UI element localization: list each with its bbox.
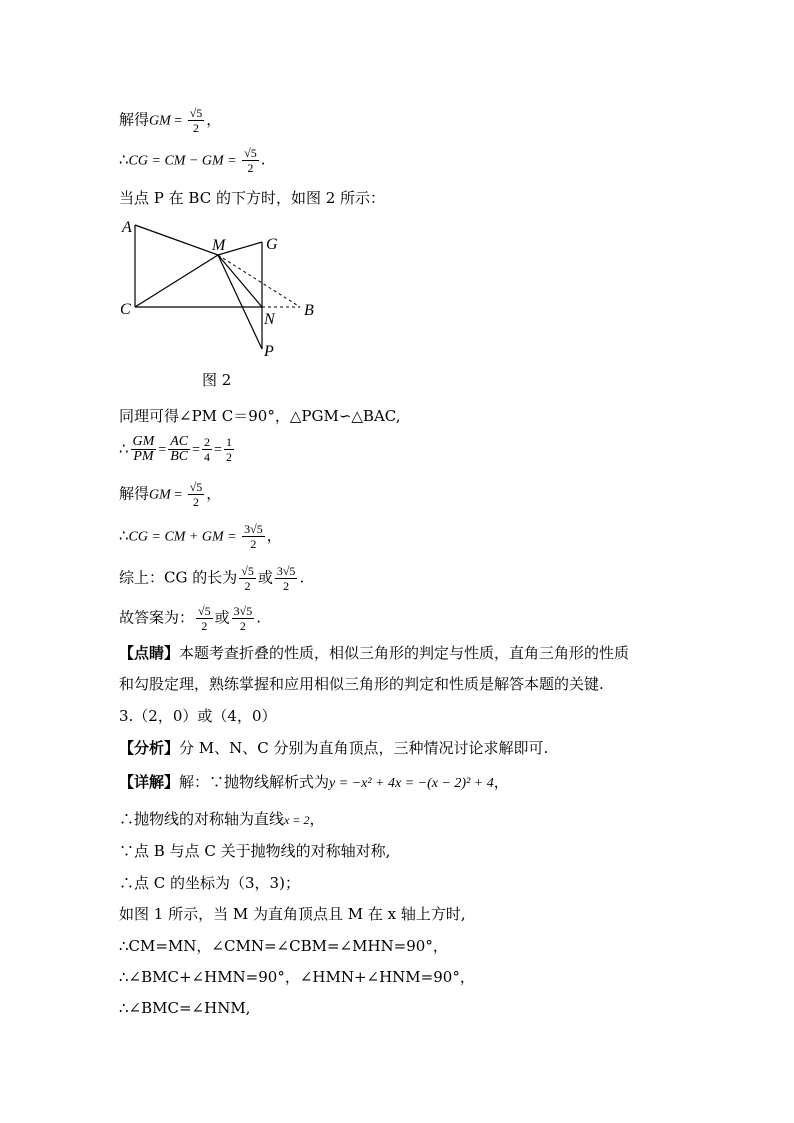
fraction-1-2 — [224, 435, 234, 464]
text: 故答案为： — [119, 608, 195, 627]
math-expr: CG = CM + GM = — [128, 529, 241, 545]
punct: . — [256, 608, 261, 627]
label-c: C — [120, 301, 131, 318]
fraction-ac-bc — [168, 435, 190, 464]
denominator: 2 — [225, 450, 232, 464]
text: 分 M、N、C 分别为直角顶点，三种情况讨论求解即可. — [179, 739, 549, 757]
line-coord-c: ∴点 C 的坐标为（3，3)； — [119, 874, 300, 892]
therefore: ∴ — [119, 526, 129, 545]
tag-comment: 【点睛】 — [119, 644, 180, 662]
therefore: ∴ — [119, 439, 129, 458]
segment-cm — [135, 255, 218, 307]
line-detail — [119, 771, 509, 795]
text: 或 — [214, 608, 230, 627]
fraction-2-4 — [202, 435, 212, 464]
punct: . — [260, 150, 266, 169]
denominator: 2 — [193, 495, 199, 509]
fraction — [188, 106, 205, 135]
label-a: A — [122, 219, 132, 236]
math-gm: GM — [149, 113, 171, 129]
numerator: √5 — [189, 480, 203, 494]
line-ratio: ∴ $\frac{GM}{PM}$ = $\frac{AC}{BC}$ = $\frac{2}{4}$ = $\frac{1}{2}$ — [119, 434, 232, 464]
line-answer — [119, 604, 261, 633]
punct: ， — [206, 110, 222, 129]
line-angle-eq: ∴∠BMC=∠HNM, — [119, 999, 251, 1017]
numerator: AC — [170, 434, 189, 449]
text: 解得 — [119, 484, 150, 503]
line-axis — [119, 808, 324, 831]
punct: . — [299, 568, 305, 587]
line-comment-2: 和勾股定理，熟练掌握和应用相似三角形的判定和性质是解答本题的关键. — [119, 675, 604, 693]
line-comment-1 — [119, 642, 629, 664]
text: 或 — [257, 568, 273, 587]
label-m: M — [212, 237, 226, 254]
math-axis: x = 2 — [284, 813, 310, 827]
therefore: ∴ — [119, 150, 129, 169]
math-parabola: y = −x² + 4x = −(x − 2)² + 4 — [329, 776, 494, 791]
line-cm-mn: ∴CM=MN，∠CMN=∠CBM=∠MHN=90°， — [119, 937, 448, 955]
text: ∴抛物线的对称轴为直线 — [119, 810, 285, 828]
line-summary — [119, 564, 304, 593]
line-solve-gm-2: 解得GM = $\frac{√5}{2}$ ， — [119, 480, 222, 509]
denominator: 2 — [247, 161, 254, 175]
label-n: N — [264, 311, 275, 328]
tag-analysis: 【分析】 — [119, 739, 180, 757]
fraction — [232, 604, 255, 633]
fraction — [242, 146, 259, 175]
line-similar: 同理可得∠PM C＝90°，△PGM∽△BAC, — [119, 407, 401, 425]
math-gm: GM — [149, 487, 171, 503]
label-b: B — [304, 302, 314, 319]
math-expr: CG = CM − GM = — [128, 153, 241, 169]
numerator: √5 — [198, 604, 211, 618]
numerator: 3√5 — [276, 564, 296, 578]
numerator: 3√5 — [244, 522, 263, 536]
line-solve-gm-1 — [119, 106, 221, 135]
denominator: 2 — [250, 537, 257, 551]
line-angles: ∴∠BMC+∠HMN=90°，∠HMN+∠HNM=90°， — [119, 968, 475, 986]
denominator: 2 — [193, 121, 199, 135]
line-case-fig1: 如图 1 所示，当 M 为直角顶点且 M 在 x 轴上方时, — [119, 905, 466, 923]
tag-detail: 【详解】 — [119, 773, 180, 791]
line-q3-answer: 3.（2，0）或（4，0） — [119, 707, 277, 725]
fraction — [239, 564, 256, 593]
fraction — [196, 604, 213, 633]
math-eq: = — [170, 113, 186, 129]
text: 本题考查折叠的性质，相似三角形的判定与性质，直角三角形的性质 — [179, 644, 630, 662]
line-analysis — [119, 737, 548, 759]
denominator: 4 — [204, 450, 211, 464]
numerator: 1 — [225, 435, 232, 449]
denominator: 2 — [283, 579, 290, 593]
punct: ， — [266, 526, 282, 545]
segment-am — [135, 225, 218, 255]
geometry-figure-2 — [110, 212, 330, 372]
line-symmetric: ∵点 B 与点 C 关于抛物线的对称轴对称, — [119, 842, 391, 860]
denominator: 2 — [201, 619, 208, 633]
line-cg-plus — [119, 522, 282, 551]
punct: ， — [206, 484, 222, 503]
fraction — [188, 480, 205, 509]
fraction — [275, 564, 298, 593]
text: 综上：CG 的长为 — [119, 568, 238, 587]
numerator: 3√5 — [233, 604, 253, 618]
denominator: 2 — [244, 579, 251, 593]
line-case-p-below: 当点 P 在 BC 的下方时，如图 2 所示： — [119, 189, 386, 207]
text: 解：∵抛物线解析式为 — [179, 773, 330, 791]
punct: ， — [493, 773, 509, 791]
denominator: BC — [170, 449, 189, 464]
numerator: 2 — [204, 435, 211, 449]
numerator: √5 — [244, 146, 257, 160]
fraction-gm-pm — [131, 435, 157, 464]
text: 解得 — [119, 110, 150, 129]
fraction — [242, 522, 265, 551]
numerator: GM — [132, 434, 155, 449]
segment-mn — [218, 255, 262, 307]
punct: ， — [309, 810, 325, 828]
line-cg-minus — [119, 146, 265, 175]
numerator: √5 — [189, 106, 203, 120]
figure-caption: 图 2 — [202, 371, 232, 389]
numerator: √5 — [241, 564, 254, 578]
label-p: P — [264, 343, 274, 360]
label-g: G — [266, 236, 278, 253]
denominator: 2 — [239, 619, 246, 633]
denominator: PM — [133, 449, 154, 464]
